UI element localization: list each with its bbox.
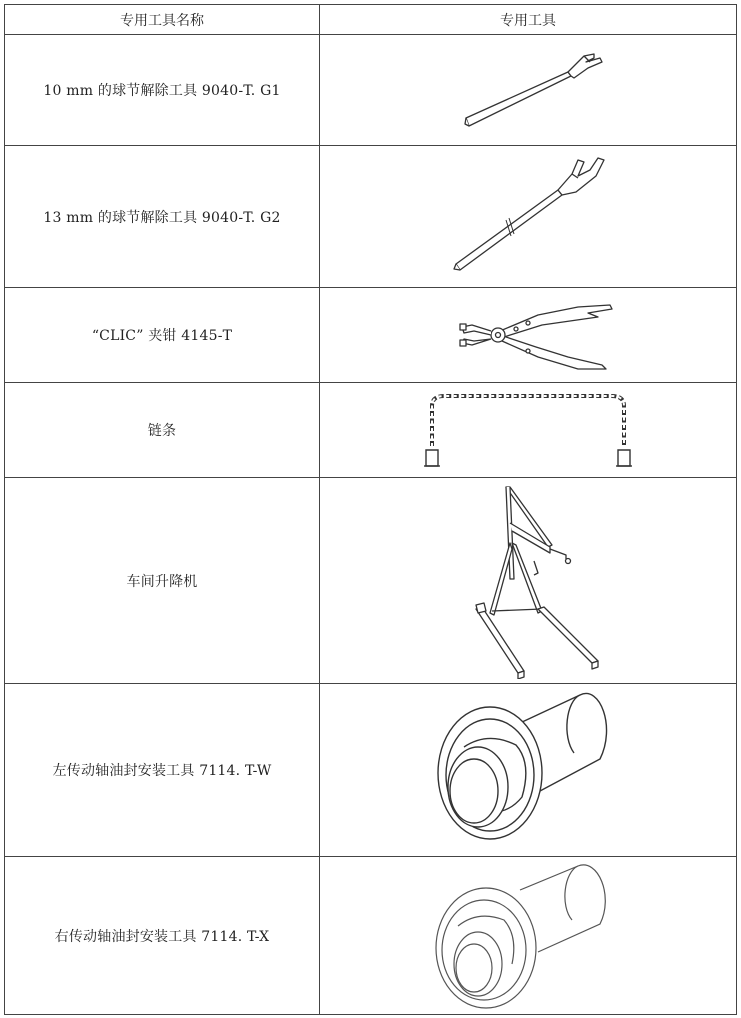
left-seal-installer-icon: [428, 687, 628, 853]
tool-name-cell: 右传动轴油封安装工具 7114. T-X: [5, 857, 320, 1015]
header-tool: 专用工具: [320, 5, 737, 35]
tool-image-cell: [320, 857, 737, 1015]
tool-image-cell: [320, 478, 737, 684]
header-row: [5, 5, 737, 35]
tool-image-cell: [320, 383, 737, 478]
tool-name-cell: 车间升降机: [5, 478, 320, 684]
table-row: [5, 35, 737, 146]
table-row: [5, 478, 737, 684]
tool-name-cell: 左传动轴油封安装工具 7114. T-W: [5, 684, 320, 857]
workshop-crane-icon: [438, 483, 618, 679]
header-tool-name: 专用工具名称: [5, 5, 320, 35]
tool-name-cell: 链条: [5, 383, 320, 478]
chain-icon: [418, 386, 638, 474]
tool-image-cell: [320, 288, 737, 383]
tool-name-cell: 10 mm 的球节解除工具 9040-T. G1: [5, 35, 320, 146]
tool-image-cell: [320, 35, 737, 146]
tool-name-cell: “CLIC” 夹钳 4145-T: [5, 288, 320, 383]
right-seal-installer-icon: [428, 860, 628, 1012]
clic-pliers-icon: [438, 295, 618, 375]
ball-joint-separator-small-icon: [438, 40, 618, 140]
tool-name-cell: 13 mm 的球节解除工具 9040-T. G2: [5, 146, 320, 288]
table-row: [5, 146, 737, 288]
tool-image-cell: [320, 684, 737, 857]
ball-joint-separator-large-icon: [438, 152, 618, 282]
tool-image-cell: [320, 146, 737, 288]
table-row: [5, 383, 737, 478]
table-row: [5, 288, 737, 383]
special-tools-table: [4, 4, 737, 1015]
table-row: [5, 684, 737, 857]
table-row: [5, 857, 737, 1015]
